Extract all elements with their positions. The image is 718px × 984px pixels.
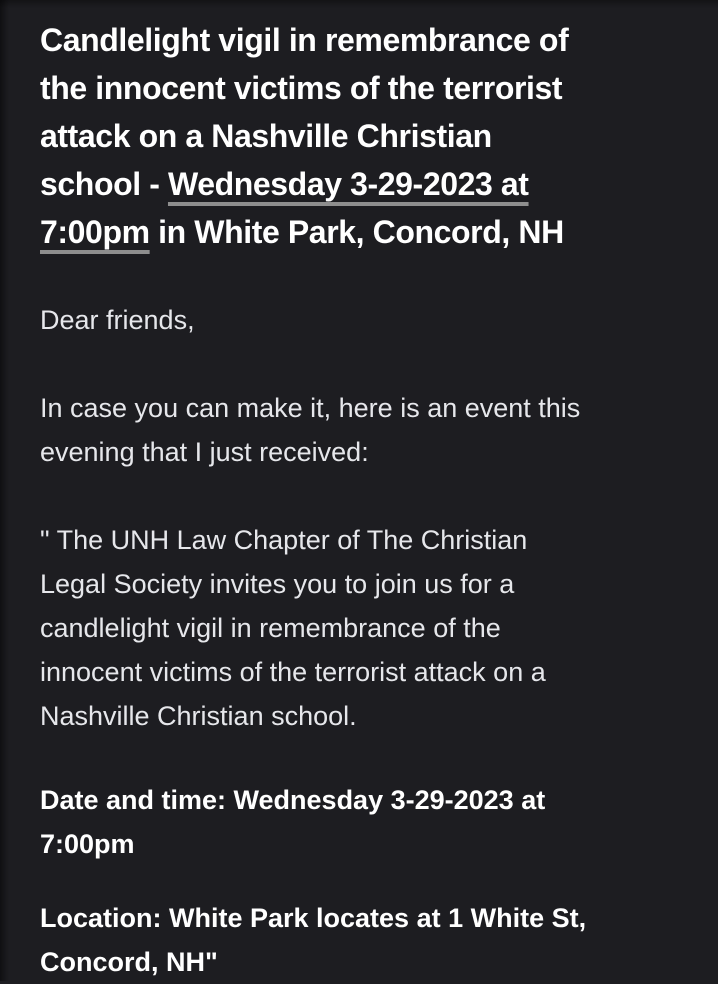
intro-paragraph	[40, 386, 678, 474]
title-line5-plain: in White Park, Concord, NH	[149, 214, 564, 250]
title-line: Candlelight vigil in remembrance of	[40, 22, 569, 58]
datetime-paragraph	[40, 778, 678, 866]
datetime-line: Date and time: Wednesday 3-29-2023 at	[40, 785, 546, 815]
datetime-line: 7:00pm	[40, 829, 135, 859]
title-date-underlined: Wednesday 3-29-2023 at	[167, 166, 529, 202]
location-line: Concord, NH"	[40, 947, 218, 977]
intro-line: In case you can make it, here is an event this	[40, 393, 581, 423]
title-line	[40, 208, 678, 256]
location-paragraph	[40, 896, 678, 984]
title-line	[40, 160, 678, 208]
quote-line: Legal Society invites you to join us for a	[40, 569, 515, 599]
title-line: attack on a Nashville Christian	[40, 118, 492, 154]
title-line4-plain: school -	[40, 166, 168, 202]
greeting-text: Dear friends,	[40, 305, 195, 335]
quote-line: Nashville Christian school.	[40, 701, 357, 731]
location-line: Location: White Park locates at 1 White St,	[40, 903, 587, 933]
post-title	[40, 16, 678, 256]
quote-paragraph	[40, 518, 678, 738]
greeting-paragraph	[40, 298, 678, 342]
title-time-underlined: 7:00pm	[40, 214, 150, 250]
quote-line: " The UNH Law Chapter of The Christian	[40, 525, 528, 555]
quote-line: innocent victims of the terrorist attack on a	[40, 657, 546, 687]
intro-line: evening that I just received:	[40, 437, 369, 467]
title-line: the innocent victims of the terrorist	[40, 70, 563, 106]
quote-line: candlelight vigil in remembrance of the	[40, 613, 501, 643]
